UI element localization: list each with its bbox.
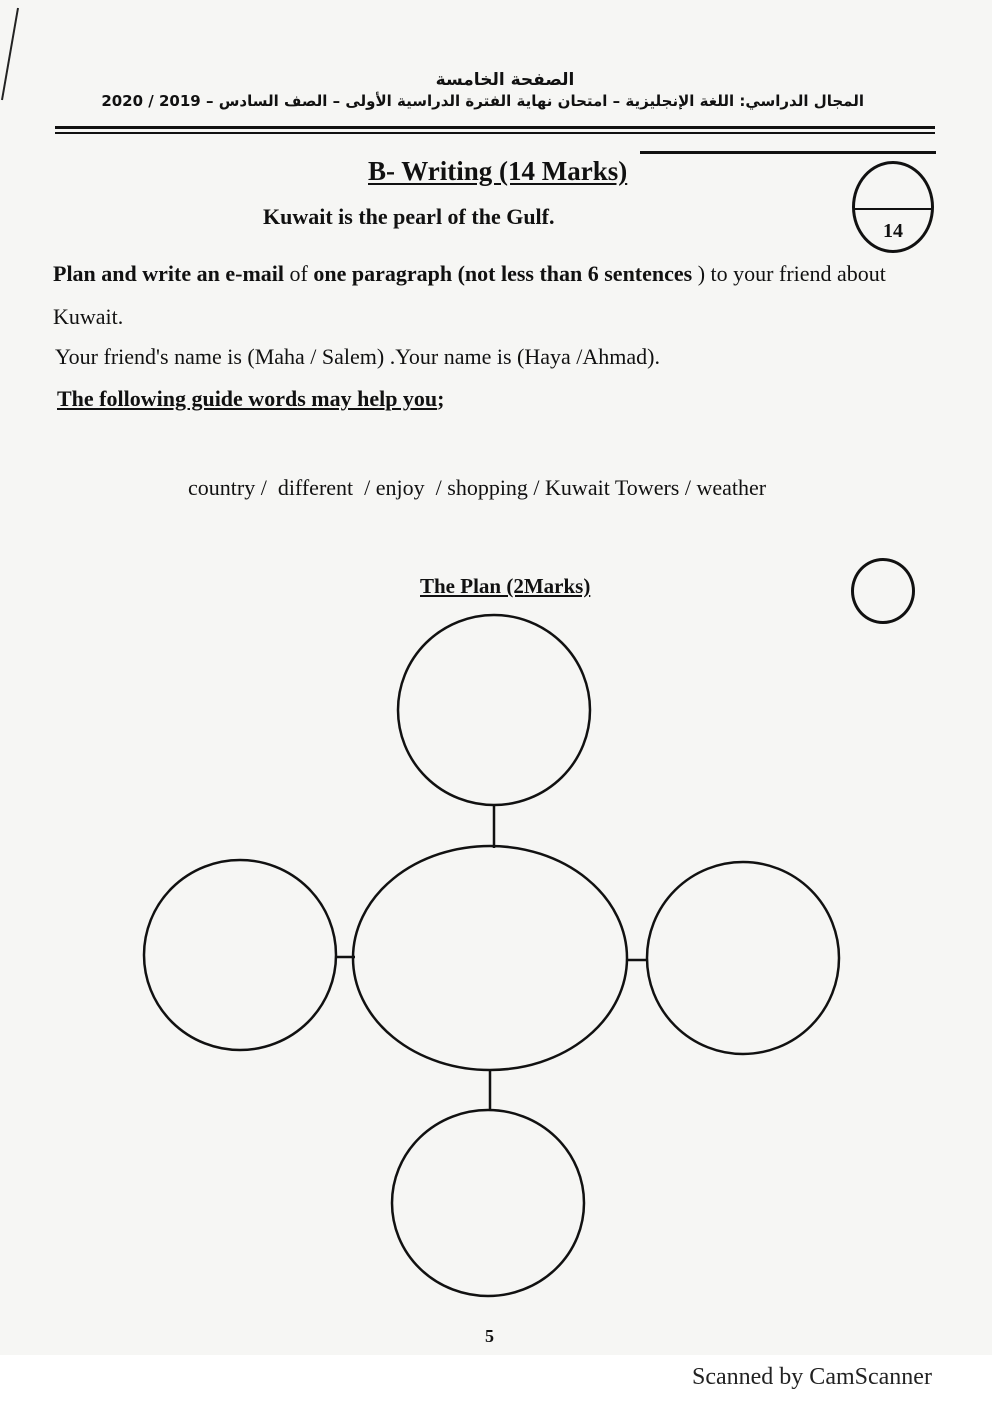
page-number: 5 (485, 1326, 494, 1346)
instruction-text-2: ) to your friend about Kuwait. (53, 261, 886, 329)
section-title: B- Writing (14 Marks) (368, 156, 628, 186)
instruction-bold-2: one paragraph (not less than 6 sentences (313, 261, 693, 286)
plan-circle-center[interactable] (353, 846, 627, 1070)
plan-circle-left[interactable] (144, 860, 336, 1050)
topic-heading: Kuwait is the pearl of the Gulf. (263, 204, 555, 229)
names-line: Your friend's name is (Maha / Salem) .Your name is (Haya /Ahmad). (55, 344, 660, 369)
plan-circle-top[interactable] (398, 615, 590, 805)
plan-circle-bottom[interactable] (392, 1110, 584, 1296)
scanner-watermark: Scanned by CamScanner (692, 1364, 932, 1390)
exam-subject-line: المجال الدراسي: اللغة الإنجليزية – امتحان نهاية الفترة الدراسية الأولى – الصف السادس – 2019 / 2020 (101, 92, 864, 110)
guide-heading-text: The following guide words may help you (57, 386, 438, 411)
total-marks: 14 (883, 220, 903, 242)
plan-circle-right[interactable] (647, 862, 839, 1054)
instruction-bold-1: Plan and write an e-mail (53, 261, 284, 286)
plan-title: The Plan (2Marks) (420, 574, 591, 598)
guide-heading-colon: ; (437, 386, 445, 411)
instruction-text-1: of (284, 261, 314, 286)
guide-words-list: country / different / enjoy / shopping / Kuwait Towers / weather (188, 475, 767, 500)
page-title-arabic: الصفحة الخامسة (435, 70, 575, 90)
